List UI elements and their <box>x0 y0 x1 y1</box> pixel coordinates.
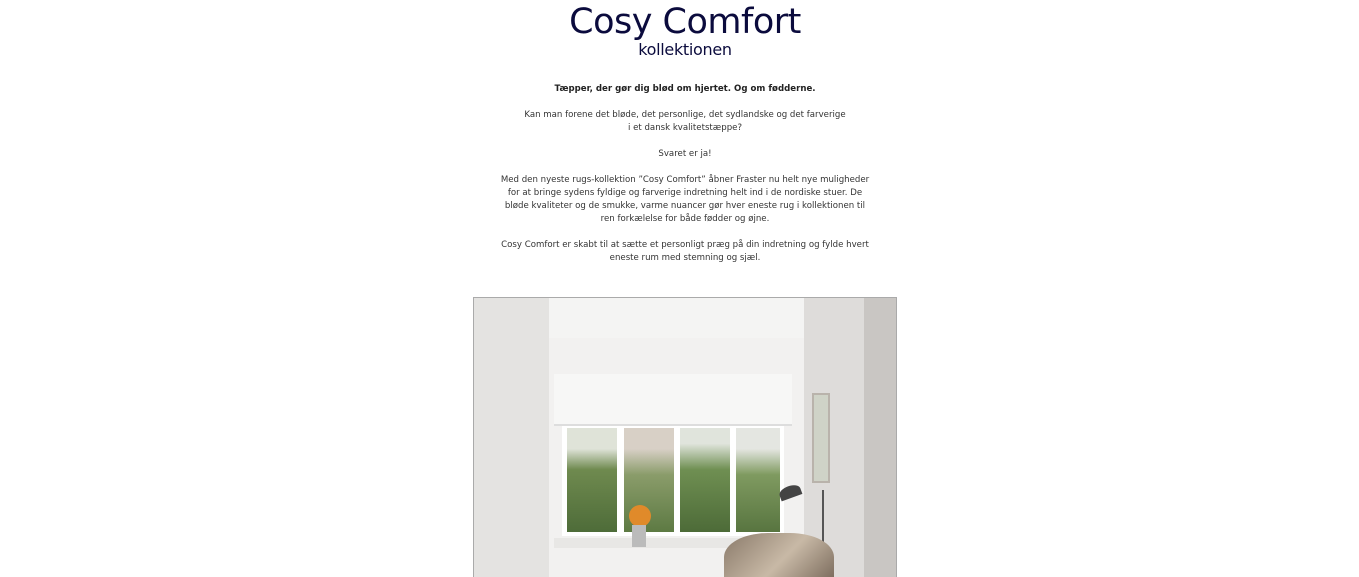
paragraph-line: ren forkælelse for både fødder og øjne. <box>600 214 770 224</box>
question-line: i et dansk kvalitetstæppe? <box>627 123 743 133</box>
paragraph-line: eneste rum med stemning og sjæl. <box>609 253 761 263</box>
tagline: Tæpper, der gør dig blød om hjertet. Og om fødderne. <box>554 84 816 94</box>
intro-text <box>470 83 900 278</box>
paragraph-line: bløde kvaliteter og de smukke, varme nuancer gør hver eneste rug i kollektionen til <box>504 201 866 211</box>
paragraph <box>470 174 900 226</box>
page-title: Cosy Comfort <box>569 2 801 42</box>
paragraph <box>470 239 900 265</box>
paragraph-line: Cosy Comfort er skabt til at sætte et personligt præg på din indretning og fylde hvert <box>501 240 869 250</box>
page-subtitle: kollektionen <box>638 40 732 59</box>
paragraph-line: for at bringe sydens fyldige og farverige indretning helt ind i de nordiske stuer. De <box>507 188 863 198</box>
paragraph-line: Med den nyeste rugs-kollektion ”Cosy Comfort” åbner Fraster nu helt nye muligheder <box>500 175 870 185</box>
question <box>470 109 900 135</box>
room-photo <box>473 297 897 577</box>
question-line: Kan man forene det bløde, det personlige, det sydlandske og det farverige <box>524 110 846 120</box>
answer: Svaret er ja! <box>658 149 712 159</box>
